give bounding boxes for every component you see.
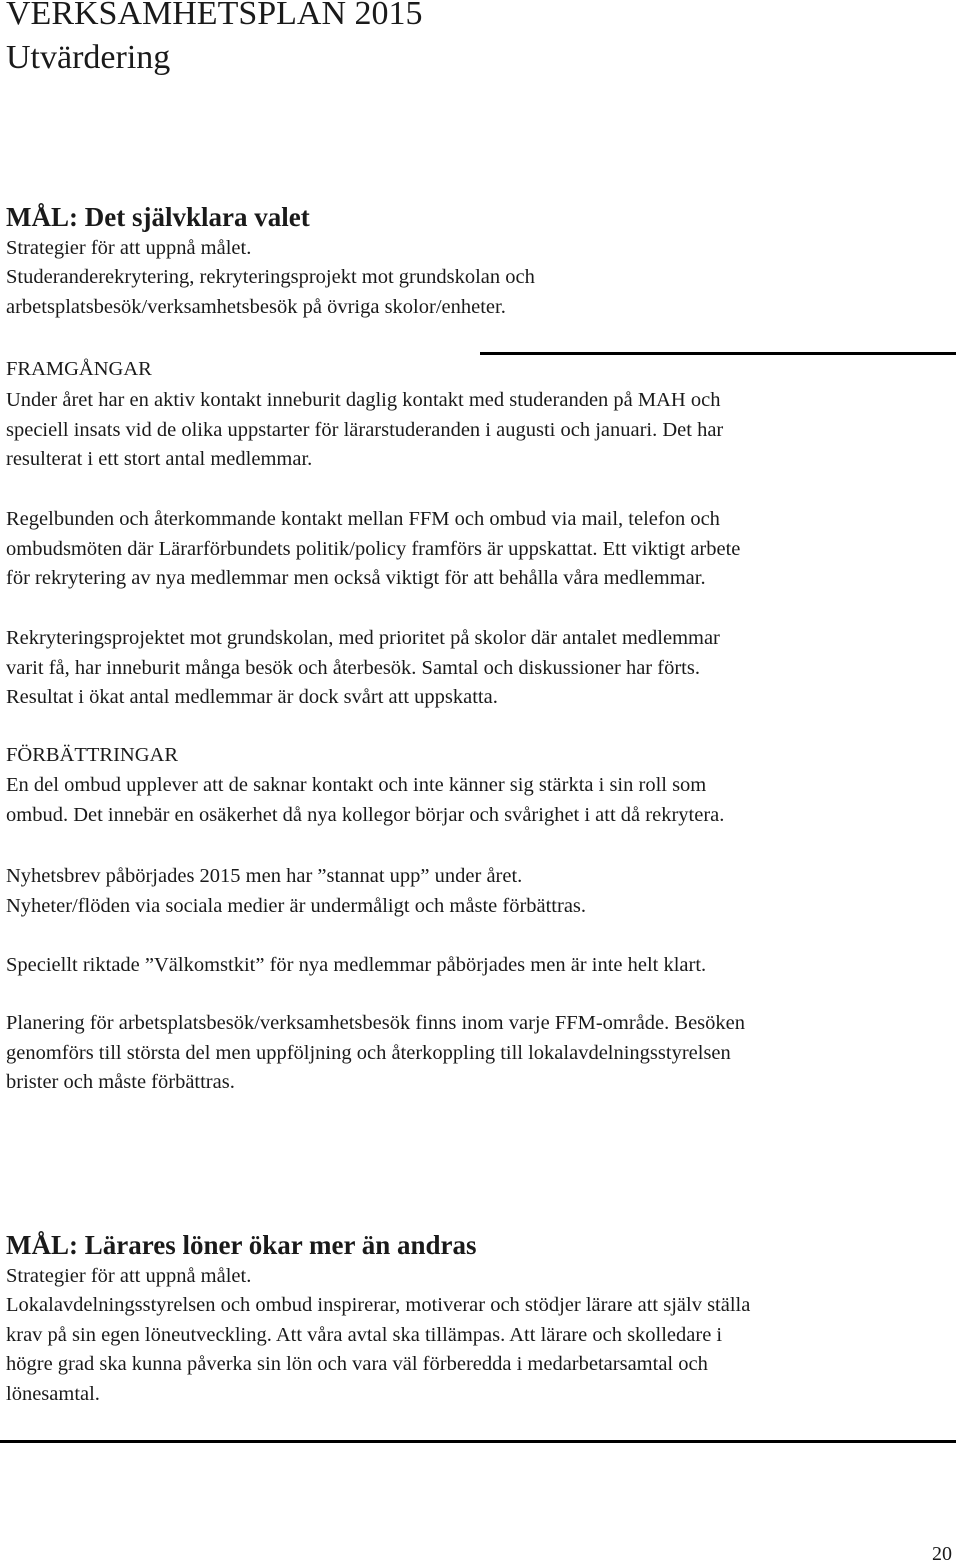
strategy-text <box>6 1291 750 1409</box>
text-line: Regelbunden och återkommande kontakt mellan FFM och ombud via mail, telefon och <box>6 508 720 530</box>
paragraph <box>6 624 720 713</box>
text-line: ombud. Det innebär en osäkerhet då nya kollegor börjar och svårighet i att då rekrytera. <box>6 803 725 826</box>
text-line: resulterat i ett stort antal medlemmar. <box>6 448 313 470</box>
section-heading-forbattringar: FÖRBÄTTRINGAR <box>6 744 178 766</box>
paragraph <box>6 505 740 594</box>
text-line: Studeranderekrytering, rekryteringsprojekt mot grundskolan och <box>6 266 535 288</box>
paragraph <box>6 771 724 830</box>
text-line: arbetsplatsbesök/verksamhetsbesök på övriga skolor/enheter. <box>6 295 506 318</box>
text-line: högre grad ska kunna påverka sin lön och vara väl förberedda i medarbetarsamtal och <box>6 1353 708 1375</box>
text-line: genomförs till största del men uppföljning och återkoppling till lokalavdelningsstyrelsen <box>6 1041 731 1064</box>
text-line: speciell insats vid de olika uppstarter för lärarstuderanden i augusti och januari. Det har <box>6 418 724 441</box>
paragraph <box>6 1009 745 1098</box>
text-line: En del ombud upplever att de saknar kontakt och inte känner sig stärkta i sin roll som <box>6 774 707 796</box>
text-line: lönesamtal. <box>6 1382 100 1405</box>
paragraph <box>6 862 586 921</box>
goal-heading: MÅL: Det självklara valet <box>6 202 310 232</box>
section-heading-framgangar: FRAMGÅNGAR <box>6 358 152 380</box>
text-line: Speciellt riktade ”Välkomstkit” för nya medlemmar påbörjades men är inte helt klart. <box>6 954 707 976</box>
strategy-text <box>6 263 535 322</box>
text-line: Rekryteringsprojektet mot grundskolan, med prioritet på skolor där antalet medlemmar <box>6 627 720 649</box>
page-number: 20 <box>932 1543 952 1565</box>
text-line: Under året har en aktiv kontakt inneburit daglig kontakt med studeranden på MAH och <box>6 389 721 411</box>
text-line: varit få, har inneburit många besök och återbesök. Samtal och diskussioner har förts. <box>6 656 700 679</box>
text-line: krav på sin egen löneutveckling. Att våra avtal ska tillämpas. Att lärare och skolledare i <box>6 1323 723 1346</box>
text-line: Lokalavdelningsstyrelsen och ombud inspirerar, motiverar och stödjer lärare att själv ställa <box>6 1294 751 1316</box>
text-line: Planering för arbetsplatsbesök/verksamhetsbesök finns inom varje FFM-område. Besöken <box>6 1012 745 1034</box>
text-line: ombudsmöten där Lärarförbundets politik/policy framförs är uppskattat. Ett viktigt arbete <box>6 537 741 560</box>
goal-heading: MÅL: Lärares löner ökar mer än andras <box>6 1230 477 1260</box>
paragraph <box>6 951 706 981</box>
text-line: Resultat i ökat antal medlemmar är dock svårt att uppskatta. <box>6 686 498 708</box>
document-subtitle: Utvärdering <box>6 39 171 76</box>
strategy-label: Strategier för att uppnå målet. <box>6 237 252 259</box>
section-divider <box>480 352 956 355</box>
section-divider <box>0 1440 956 1443</box>
paragraph <box>6 386 723 475</box>
strategy-label: Strategier för att uppnå målet. <box>6 1265 252 1287</box>
text-line: för rekrytering av nya medlemmar men också viktigt för att behålla våra medlemmar. <box>6 567 706 589</box>
text-line: Nyheter/flöden via sociala medier är undermåligt och måste förbättras. <box>6 894 587 917</box>
text-line: brister och måste förbättras. <box>6 1071 235 1093</box>
document-title: VERKSAMHETSPLAN 2015 <box>6 0 423 32</box>
text-line: Nyhetsbrev påbörjades 2015 men har ”stannat upp” under året. <box>6 865 523 887</box>
